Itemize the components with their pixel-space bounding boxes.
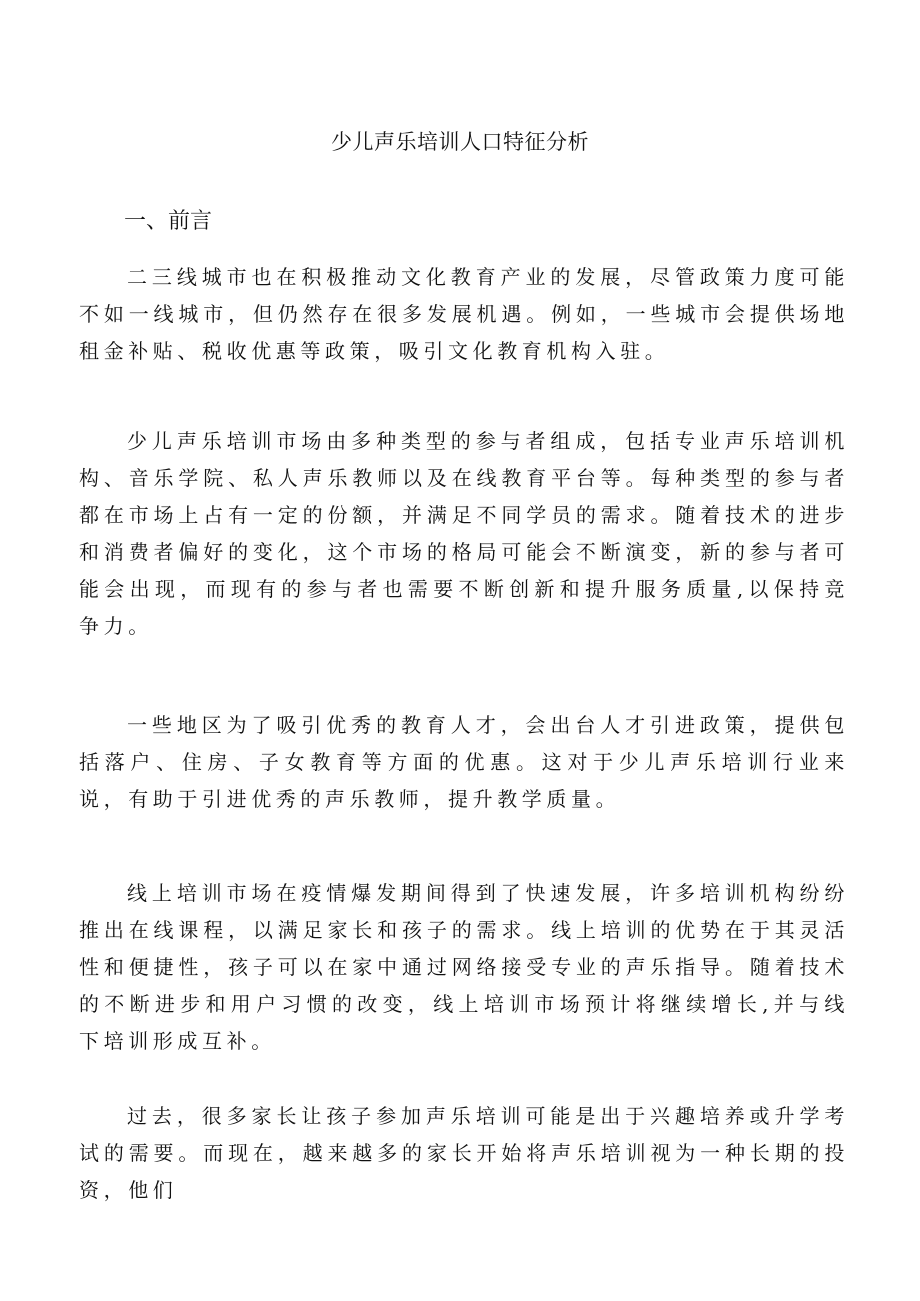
paragraph: 二三线城市也在积极推动文化教育产业的发展，尽管政策力度可能不如一线城市，但仍然存在很多发展机遇。例如，一些城市会提供场地租金补贴、税收优惠等政策，吸引文化教育机构入驻。 <box>79 265 849 363</box>
document-title: 少儿声乐培训人口特征分析 <box>331 130 589 154</box>
paragraph: 线上培训市场在疫情爆发期间得到了快速发展，许多培训机构纷纷推出在线课程，以满足家长和孩子的需求。线上培训的优势在于其灵活性和便捷性，孩子可以在家中通过网络接受专业的声乐指导。随着技术的不断进步和用户习惯的改变，线上培训市场预计将继续增长,并与线下培训形成互补。 <box>79 881 849 1053</box>
paragraph: 少儿声乐培训市场由多种类型的参与者组成，包括专业声乐培训机构、音乐学院、私人声乐教师以及在线教育平台等。每种类型的参与者都在市场上占有一定的份额，并满足不同学员的需求。随着技术的进步和消费者偏好的变化，这个市场的格局可能会不断演变，新的参与者可能会出现，而现有的参与者也需要不断创新和提升服务质量,以保持竞争力。 <box>79 429 849 638</box>
section-heading: 一、前言 <box>124 209 213 234</box>
paragraph: 一些地区为了吸引优秀的教育人才，会出台人才引进政策，提供包括落户、住房、子女教育等方面的优惠。这对于少儿声乐培训行业来说，有助于引进优秀的声乐教师，提升教学质量。 <box>79 713 849 811</box>
paragraph: 过去，很多家长让孩子参加声乐培训可能是出于兴趣培养或升学考试的需要。而现在，越来越多的家长开始将声乐培训视为一种长期的投资，他们 <box>79 1104 849 1202</box>
